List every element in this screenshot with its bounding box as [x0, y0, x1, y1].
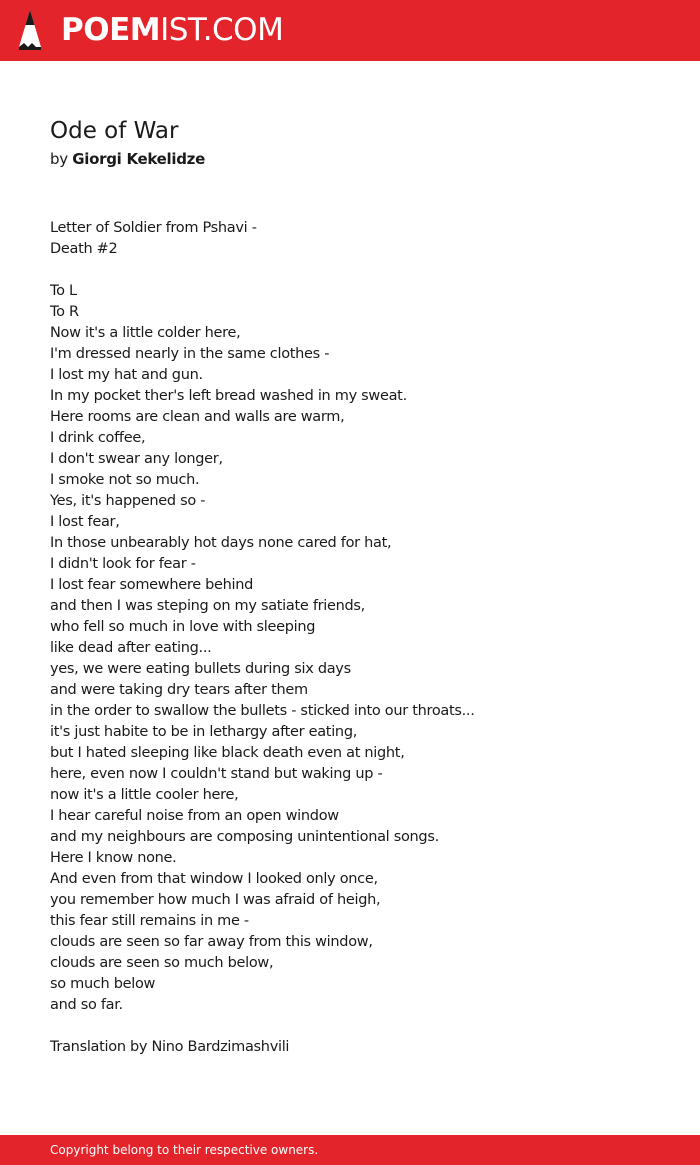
- stanza-break: [50, 1016, 670, 1037]
- poem-line: I hear careful noise from an open window: [50, 808, 339, 824]
- poem-line: I drink coffee,: [50, 430, 146, 446]
- poem-line: and then I was steping on my satiate friends,: [50, 598, 365, 614]
- poem-line: Translation by Nino Bardzimashvili: [50, 1039, 290, 1055]
- brand-strong-text: POEM: [61, 12, 161, 48]
- poem-line: yes, we were eating bullets during six days: [50, 661, 351, 677]
- stanza-break: [50, 260, 670, 281]
- site-footer: [0, 1135, 700, 1165]
- poem-line: I lost my hat and gun.: [50, 367, 203, 383]
- poem-body: [50, 218, 670, 1058]
- poem-line: To R: [50, 304, 79, 320]
- poem-line: And even from that window I looked only once,: [50, 871, 378, 887]
- poem-line: I lost fear somewhere behind: [50, 577, 254, 593]
- poem-line: here, even now I couldn't stand but waking up -: [50, 766, 383, 782]
- poem-line: I don't swear any longer,: [50, 451, 223, 467]
- copyright-text: Copyright belong to their respective owners.: [50, 1143, 319, 1157]
- poem-title: Ode of War: [50, 118, 179, 144]
- poem-line: I lost fear,: [50, 514, 120, 530]
- poem-line: you remember how much I was afraid of heigh,: [50, 892, 381, 908]
- poem-line: I'm dressed nearly in the same clothes -: [50, 346, 330, 362]
- poem-line: and were taking dry tears after them: [50, 682, 308, 698]
- poem-line: In my pocket ther's left bread washed in my sweat.: [50, 388, 407, 404]
- author-name: Giorgi Kekelidze: [72, 150, 205, 168]
- poem-line: Here I know none.: [50, 850, 177, 866]
- poem-line: now it's a little cooler here,: [50, 787, 239, 803]
- by-label: by: [50, 150, 68, 168]
- site-header: [0, 0, 700, 61]
- poem-line: like dead after eating...: [50, 640, 212, 656]
- poem-line: it's just habite to be in lethargy after eating,: [50, 724, 358, 740]
- poem-line: clouds are seen so much below,: [50, 955, 274, 971]
- poem-line: clouds are seen so far away from this window,: [50, 934, 373, 950]
- brand-light-text: IST.COM: [160, 12, 284, 48]
- poem-line: I smoke not so much.: [50, 472, 200, 488]
- site-logo-text[interactable]: [61, 10, 283, 50]
- poem-line: and my neighbours are composing unintentional songs.: [50, 829, 439, 845]
- pencil-tip-icon[interactable]: [17, 9, 43, 51]
- poem-line: Now it's a little colder here,: [50, 325, 241, 341]
- poem-line: I didn't look for fear -: [50, 556, 196, 572]
- poem-line: To L: [50, 283, 77, 299]
- poem-line: Death #2: [50, 241, 118, 257]
- byline: [50, 148, 205, 170]
- poem-line: but I hated sleeping like black death even at night,: [50, 745, 405, 761]
- poem-line: In those unbearably hot days none cared for hat,: [50, 535, 392, 551]
- poem-line: who fell so much in love with sleeping: [50, 619, 316, 635]
- poem-line: and so far.: [50, 997, 123, 1013]
- poem-line: Yes, it's happened so -: [50, 493, 206, 509]
- poem-line: Letter of Soldier from Pshavi -: [50, 220, 257, 236]
- poem-line: Here rooms are clean and walls are warm,: [50, 409, 345, 425]
- poem-line: so much below: [50, 976, 156, 992]
- poem-line: in the order to swallow the bullets - sticked into our throats...: [50, 703, 475, 719]
- poem-line: this fear still remains in me -: [50, 913, 249, 929]
